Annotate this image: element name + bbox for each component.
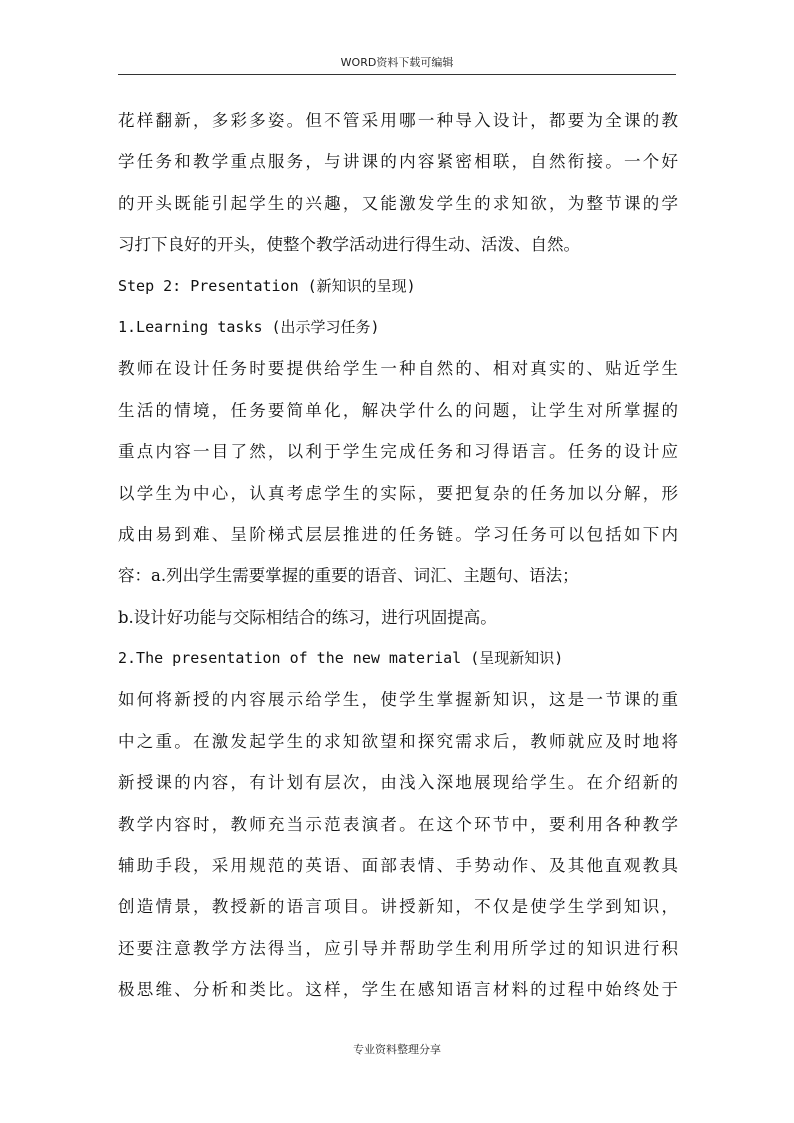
paragraph-line: 的开头既能引起学生的兴趣，又能激发学生的求知欲，为整节课的学 xyxy=(118,193,678,213)
body-text xyxy=(118,100,678,1011)
paragraph-line: 花样翻新，多彩多姿。但不管采用哪一种导入设计，都要为全课的教 xyxy=(118,111,678,130)
paragraph-line: 新授课的内容，有计划有层次，由浅入深地展现给学生。在介绍新的 xyxy=(118,773,678,793)
paragraph-line: 中之重。在激发起学生的求知欲望和探究需求后，教师就应及时地将 xyxy=(118,731,678,751)
paragraph-line: 还要注意教学方法得当，应引导并帮助学生利用所学过的知识进行积 xyxy=(118,938,678,958)
paragraph-line: 学任务和教学重点服务，与讲课的内容紧密相联，自然衔接。一个好 xyxy=(118,152,678,172)
paragraph-line: 以学生为中心，认真考虑学生的实际，要把复杂的任务加以分解，形 xyxy=(118,483,678,503)
paragraph-line: 极思维、分析和类比。这样，学生在感知语言材料的过程中始终处于 xyxy=(118,980,678,1000)
paragraph-line: 辅助手段，采用规范的英语、面部表情、手势动作、及其他直观教具 xyxy=(118,856,678,876)
paragraph-line: 创造情景，教授新的语言项目。讲授新知，不仅是使学生学到知识， xyxy=(118,897,678,917)
paragraph-line: 生活的情境，任务要简单化，解决学什么的问题，让学生对所掌握的 xyxy=(118,400,678,420)
paragraph-line: 习打下良好的开头，使整个教学活动进行得生动、活泼、自然。 xyxy=(118,235,580,255)
subsection-heading: 2.The presentation of the new material (呈现新知识) xyxy=(118,649,564,668)
header-rule xyxy=(118,74,676,75)
paragraph-line: 容：a.列出学生需要掌握的重要的语音、词汇、主题句、语法； xyxy=(118,566,579,586)
section-heading: Step 2: Presentation (新知识的呈现) xyxy=(118,276,416,295)
subsection-heading: 1.Learning tasks (出示学习任务) xyxy=(118,317,380,336)
paragraph-line: b.设计好功能与交际相结合的练习，进行巩固提高。 xyxy=(118,607,497,627)
paragraph-line: 如何将新授的内容展示给学生，使学生掌握新知识，这是一节课的重 xyxy=(118,690,678,710)
paragraph-line: 教学内容时，教师充当示范表演者。在这个环节中，要利用各种教学 xyxy=(118,814,678,834)
page-footer: 专业资料整理分享 xyxy=(353,1043,441,1056)
paragraph-line: 成由易到难、呈阶梯式层层推进的任务链。学习任务可以包括如下内 xyxy=(118,524,678,544)
paragraph-line: 重点内容一目了然，以利于学生完成任务和习得语言。任务的设计应 xyxy=(118,442,678,462)
page-header: WORD资料下载可编辑 xyxy=(340,56,454,69)
paragraph-line: 教师在设计任务时要提供给学生一种自然的、相对真实的、贴近学生 xyxy=(118,359,678,379)
